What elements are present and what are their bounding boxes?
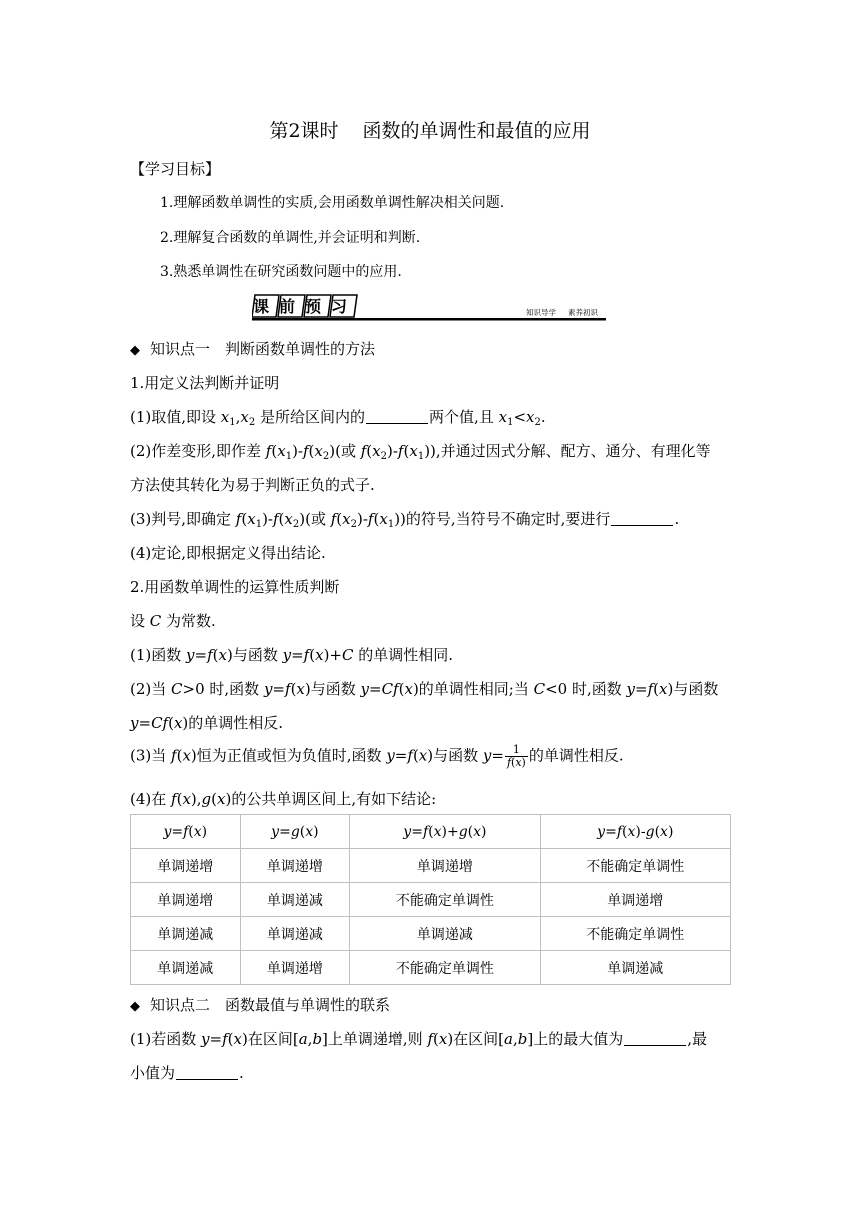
monotonicity-table [130, 814, 731, 985]
table-header-cell: y=f(x) [131, 815, 241, 849]
table-row [131, 883, 731, 917]
max-min-rule-cont: 小值为 . [130, 1064, 244, 1082]
rule-4: (4)在 f(x),g(x)的公共单调区间上,有如下结论: [130, 790, 437, 808]
step-2: (2)作差变形,即作差 $f(x_1)-f(x_2)$(或 $f(x_2)-f(x_1)$),并通过因式分解、配方、通分、有理化等 [130, 442, 711, 462]
blank-2[interactable] [611, 511, 673, 526]
table-cell: 单调递减 [350, 917, 540, 951]
table-row [131, 849, 731, 883]
table-header-row [131, 815, 731, 849]
objective-item: 1.理解函数单调性的实质,会用函数单调性解决相关问题. [160, 195, 505, 211]
blank-1[interactable] [366, 409, 428, 424]
table-cell: 单调递增 [240, 951, 350, 985]
rule-2-cont: y=Cf(x)的单调性相反. [130, 714, 284, 732]
objective-item: 3.熟悉单调性在研究函数问题中的应用. [160, 264, 402, 280]
max-min-rule: (1)若函数 y=f(x)在区间[a,b]上单调递增,则 f(x)在区间[a,b]上的最大值为 ,最 [130, 1030, 708, 1048]
objectives-heading: 【学习目标】 [130, 160, 221, 178]
table-cell: 单调递减 [131, 951, 241, 985]
banner-tag-1: 知识导学 [526, 308, 556, 317]
table-cell: 单调递增 [540, 883, 730, 917]
table-cell: 不能确定单调性 [540, 849, 730, 883]
table-cell: 单调递减 [240, 883, 350, 917]
rule-1: (1)函数 y=f(x)与函数 y=f(x)+C 的单调性相同. [130, 646, 454, 664]
table-cell: 单调递增 [131, 849, 241, 883]
table-cell: 单调递减 [131, 917, 241, 951]
table-cell: 单调递减 [240, 917, 350, 951]
table-cell: 单调递增 [350, 849, 540, 883]
diamond-icon: ◆ [130, 999, 140, 1014]
table-cell: 单调递增 [131, 883, 241, 917]
table-header-cell: y=f(x)+g(x) [350, 815, 540, 849]
subsection-2-intro: 设 C 为常数. [130, 612, 216, 630]
subsection-2-title: 2.用函数单调性的运算性质判断 [130, 578, 340, 596]
page-title [0, 116, 860, 143]
table-cell: 不能确定单调性 [350, 883, 540, 917]
lesson-topic: 函数的单调性和最值的应用 [362, 120, 591, 142]
rule-2: (2)当 C>0 时,函数 y=f(x)与函数 y=Cf(x)的单调性相同;当 C<0 时,函数 y=f(x)与函数 [130, 680, 719, 698]
table-cell: 单调递减 [540, 951, 730, 985]
table-header-cell: y=g(x) [240, 815, 350, 849]
table-cell: 不能确定单调性 [540, 917, 730, 951]
knowledge-point-2-heading [130, 994, 390, 1015]
step-2-cont: 方法使其转化为易于判断正负的式子. [130, 476, 375, 494]
objective-item: 2.理解复合函数的单调性,并会证明和判断. [160, 230, 421, 246]
table-row [131, 917, 731, 951]
blank-3[interactable] [624, 1031, 686, 1046]
knowledge-point-1-title: 知识点一 判断函数单调性的方法 [150, 340, 376, 358]
banner-title: 课前预习 [252, 297, 358, 316]
banner-tag-2: 素养初识 [568, 308, 598, 317]
blank-4[interactable] [176, 1065, 238, 1080]
table-cell: 单调递增 [240, 849, 350, 883]
fraction: $\frac{1}{f(x)}$ [506, 743, 526, 769]
step-3: (3)判号,即确定 $f(x_1)-f(x_2)$(或 $f(x_2)-f(x_1)$)的符号,当符号不确定时,要进行 . [130, 510, 680, 530]
knowledge-point-2-title: 知识点二 函数最值与单调性的联系 [150, 996, 391, 1014]
table-row [131, 951, 731, 985]
table-cell: 不能确定单调性 [350, 951, 540, 985]
rule-3: (3)当 f(x)恒为正值或恒为负值时,函数 y=f(x)与函数 y= $\frac{1}{f(x)}$ 的单调性相反. [130, 743, 624, 769]
table-header-cell: y=f(x)-g(x) [540, 815, 730, 849]
section-banner [252, 292, 608, 330]
knowledge-point-1-heading [130, 338, 375, 359]
diamond-icon: ◆ [130, 343, 140, 358]
subsection-1-title: 1.用定义法判断并证明 [130, 374, 280, 392]
step-1: (1)取值,即设 $x_1,x_2$ 是所给区间内的 两个值,且 $x_1<x_2$. [130, 408, 546, 428]
step-4: (4)定论,即根据定义得出结论. [130, 544, 326, 562]
lesson-number: 第2课时 [269, 120, 339, 142]
